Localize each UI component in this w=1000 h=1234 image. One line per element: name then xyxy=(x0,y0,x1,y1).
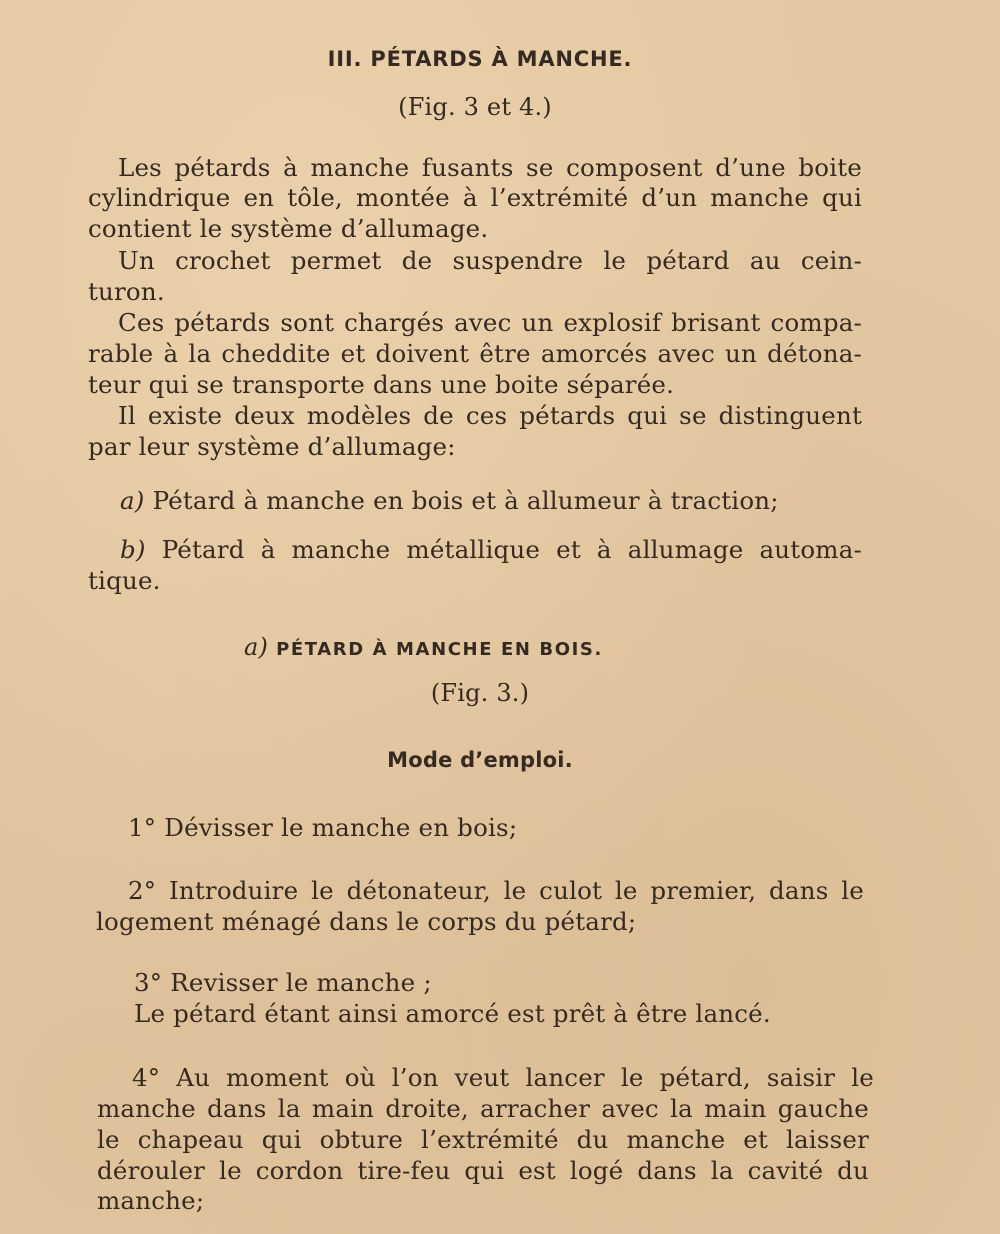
step-2-line-2: logement ménagé dans le corps du pétard; xyxy=(96,907,637,936)
section-title: III. PÉTARDS À MANCHE. xyxy=(327,47,633,71)
item-a-text: Pétard à manche en bois et à allumeur à traction; xyxy=(152,486,779,515)
item-b-marker: b) xyxy=(120,535,146,564)
step-2-line-1: 2° Introduire le détonateur, le culot le premier, dans le xyxy=(128,876,864,905)
step-3-line-2: Le pétard étant ainsi amorcé est prêt à être lancé. xyxy=(134,999,771,1028)
paragraph-models-line-1: Il existe deux modèles de ces pétards qui se distinguent xyxy=(118,401,862,430)
step-4-line-5: manche; xyxy=(97,1186,205,1215)
item-a-marker: a) xyxy=(120,486,145,515)
subsection-title xyxy=(244,632,603,665)
step-1: 1° Dévisser le manche en bois; xyxy=(128,813,518,842)
intro-line-3: contient le système d’allumage. xyxy=(88,214,489,243)
item-a xyxy=(120,486,779,516)
step-4-line-1: 4° Au moment où l’on veut lancer le pétard, saisir le xyxy=(132,1063,874,1092)
subsection-title-text: PÉTARD À MANCHE EN BOIS. xyxy=(276,639,603,660)
paragraph-charge-line-3: teur qui se transporte dans une boite séparée. xyxy=(88,370,675,399)
intro-line-2: cylindrique en tôle, montée à l’extrémité d’un manche qui xyxy=(88,183,862,212)
mode-emploi-title: Mode d’emploi. xyxy=(387,748,573,772)
subsection-figure-reference: (Fig. 3.) xyxy=(430,679,530,707)
paragraph-crochet-line-2: turon. xyxy=(88,277,165,306)
section-figure-reference: (Fig. 3 et 4.) xyxy=(398,93,552,121)
item-b-line-2: tique. xyxy=(88,566,161,595)
item-b-text: Pétard à manche métallique et à allumage automa- xyxy=(161,535,862,564)
paragraph-crochet-line-1: Un crochet permet de suspendre le pétard au cein- xyxy=(118,246,862,275)
step-4-line-2: manche dans la main droite, arracher avec la main gauche xyxy=(97,1094,869,1123)
step-3-line-1: 3° Revisser le manche ; xyxy=(134,968,432,997)
step-4-line-4: dérouler le cordon tire-feu qui est logé dans la cavité du xyxy=(97,1156,869,1185)
step-4-line-3: le chapeau qui obture l’extrémité du manche et laisser xyxy=(97,1125,869,1154)
item-b-line-1 xyxy=(120,535,862,565)
paragraph-models-line-2: par leur système d’allumage: xyxy=(88,432,456,461)
subsection-marker: a) xyxy=(244,633,269,661)
paragraph-charge-line-2: rable à la cheddite et doivent être amorcés avec un détona- xyxy=(88,339,862,368)
paragraph-charge-line-1: Ces pétards sont chargés avec un explosif brisant compa- xyxy=(118,308,862,337)
intro-line-1: Les pétards à manche fusants se composent d’une boite xyxy=(118,153,862,182)
